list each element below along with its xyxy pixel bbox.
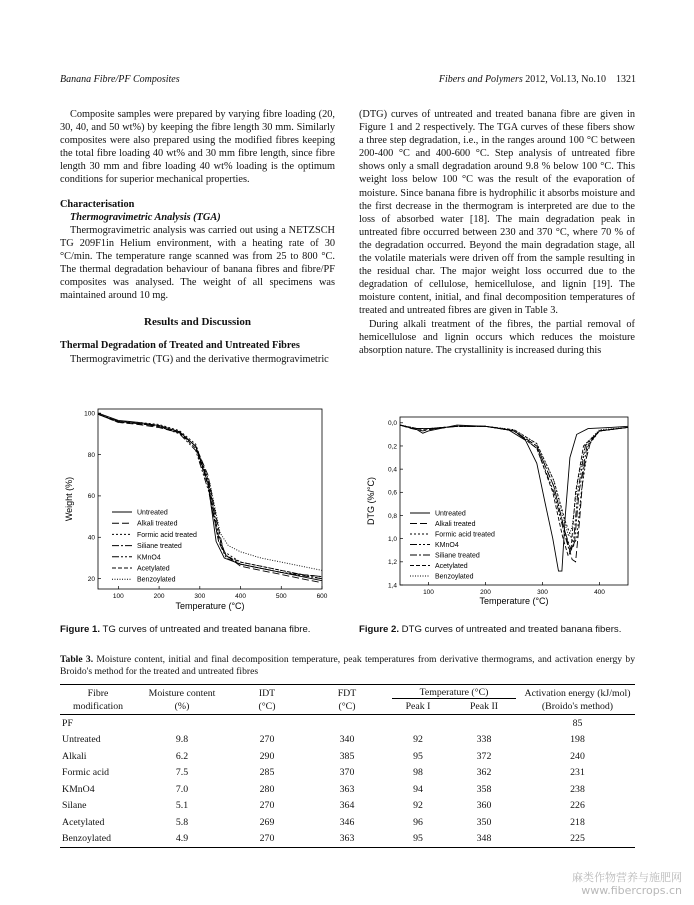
x-tick-label: 100 bbox=[423, 589, 434, 596]
table-cell: 198 bbox=[570, 734, 585, 746]
legend-label: Siliane treated bbox=[137, 543, 182, 551]
table-cell: 270 bbox=[259, 734, 275, 746]
figure-2-svg bbox=[364, 411, 639, 611]
x-tick-label: 300 bbox=[194, 593, 206, 600]
x-tick-label: 400 bbox=[235, 593, 246, 600]
table-cell: 218 bbox=[570, 816, 585, 828]
table-cell: 92 bbox=[413, 800, 423, 812]
table-row bbox=[60, 748, 635, 765]
figure-1-caption-text: TG curves of untreated and treated banana fibre. bbox=[99, 624, 311, 635]
table-cell: 370 bbox=[339, 767, 355, 779]
watermark bbox=[572, 871, 682, 897]
y-tick-label: 40 bbox=[87, 534, 95, 542]
table-cell: Formic acid bbox=[62, 767, 110, 779]
paragraph: Thermogravimetric (TG) and the derivative thermogravimetric bbox=[70, 353, 329, 365]
table-cell: 4.9 bbox=[136, 831, 228, 848]
table-cell: 338 bbox=[476, 734, 492, 746]
x-axis-label: Temperature (°C) bbox=[175, 601, 245, 611]
section-heading-results: Results and Discussion bbox=[144, 316, 251, 329]
table-cell: Silane bbox=[62, 800, 87, 812]
figure-1-svg bbox=[62, 403, 337, 618]
paragraph: Composite samples were prepared by varying fibre loading (20, 30, 40, and 50 wt%) by keeping the fibre length 30 mm. Similarly composites were also prepared using the modified fibres keeping the total fibre loading 40 wt% and 30 mm fibre length, since fibre length 30 mm and fibre loading 40 wt% loading is the optimum conditions for superior mechanical properties. bbox=[60, 109, 335, 186]
table-cell: 290 bbox=[259, 750, 275, 762]
table-header-row bbox=[60, 699, 635, 715]
table-cell: 92 bbox=[413, 734, 423, 746]
table-row bbox=[60, 715, 635, 732]
table-row bbox=[60, 732, 635, 749]
header-activation: Activation energy (kJ/mol) bbox=[520, 685, 635, 700]
table-cell bbox=[136, 715, 228, 732]
table-cell: 94 bbox=[413, 783, 423, 795]
table-cell: 85 bbox=[572, 717, 583, 729]
legend-label: Formic acid treated bbox=[137, 531, 197, 539]
table-cell: 238 bbox=[570, 783, 585, 795]
table-cell: 346 bbox=[339, 816, 355, 828]
table-cell: 270 bbox=[228, 831, 306, 848]
table-cell: 5.1 bbox=[175, 800, 189, 812]
table-cell: 362 bbox=[476, 767, 492, 779]
legend-label: Untreated bbox=[435, 510, 466, 518]
table-cell: Untreated bbox=[62, 734, 101, 746]
table-cell: PF bbox=[62, 717, 73, 729]
section-heading-characterisation: Characterisation bbox=[60, 198, 135, 210]
table-cell: 96 bbox=[413, 816, 423, 828]
header-peak2: Peak II bbox=[448, 699, 520, 715]
table-3-caption bbox=[60, 654, 635, 679]
figure-2-caption bbox=[359, 624, 621, 635]
table-row bbox=[60, 798, 635, 815]
y-axis-label: Weight (%) bbox=[64, 476, 74, 522]
table-cell: 98 bbox=[413, 767, 423, 779]
header-idt: IDT bbox=[228, 685, 306, 700]
table-3-caption-text: Moisture content, initial and final decomposition temperature, peak temperatures from derivative thermograms, and activation energy by Broido's method for the treated and untreated fibres bbox=[60, 654, 636, 678]
x-tick-label: 200 bbox=[480, 589, 491, 596]
journal-name: Fibers and Polymers bbox=[438, 74, 523, 85]
table-cell bbox=[448, 715, 520, 732]
table-cell: 95 bbox=[413, 750, 423, 762]
table-3-label: Table 3. bbox=[60, 654, 94, 665]
y-tick-label: 20 bbox=[87, 575, 95, 583]
table-cell: 363 bbox=[306, 831, 388, 848]
y-tick-label: 0,2 bbox=[387, 443, 397, 451]
paragraph: During alkali treatment of the fibres, the partial removal of hemicellulose and lignin occurs which reduces the moisture absorption nature. The crystallinity is increased during this bbox=[359, 318, 635, 356]
table-cell: 270 bbox=[259, 800, 275, 812]
x-tick-label: 600 bbox=[316, 593, 328, 600]
header-peak1: Peak I bbox=[388, 699, 448, 715]
table-cell: 358 bbox=[476, 783, 492, 795]
table-cell: 7.5 bbox=[175, 767, 189, 779]
y-axis-label: DTG (%/°C) bbox=[366, 476, 376, 526]
table-cell: Acetylated bbox=[62, 816, 105, 828]
subsection-heading-thermal: Thermal Degradation of Treated and Untreated Fibres bbox=[60, 340, 300, 352]
journal-issue-page: 2012, Vol.13, No.10 1321 bbox=[522, 74, 636, 85]
table-cell: 285 bbox=[259, 767, 275, 779]
legend-label: Benzoylated bbox=[137, 576, 176, 584]
running-header-title: Banana Fibre/PF Composites bbox=[60, 74, 180, 85]
legend-label: Formic acid treated bbox=[435, 531, 495, 539]
table-row bbox=[60, 814, 635, 831]
legend-label: Acetylated bbox=[137, 565, 170, 573]
table-cell: 363 bbox=[339, 783, 355, 795]
paragraph: Thermogravimetric analysis was carried out using a NETZSCH TG 209F1in Helium environment, with a heating rate of 30 °C/min. The temperature range scanned was from 25 to 800 °C. The thermal degradation behaviour of banana fibres and fibre/PF composites was analysed. The weight of all specimens was maintained around 10 mg. bbox=[60, 224, 335, 302]
y-tick-label: 0,6 bbox=[387, 489, 397, 497]
series-line bbox=[400, 425, 628, 536]
legend-label: Untreated bbox=[137, 509, 168, 517]
legend-label: Benzoylated bbox=[435, 573, 474, 581]
table-cell: 9.8 bbox=[175, 734, 189, 746]
header-moisture: Moisture content bbox=[136, 685, 228, 700]
table-cell bbox=[388, 715, 448, 732]
y-tick-label: 0,4 bbox=[387, 466, 397, 474]
left-column bbox=[60, 108, 335, 366]
subsection-heading-tga bbox=[60, 211, 335, 224]
figure-2-caption-text: DTG curves of untreated and treated banana fibers. bbox=[398, 624, 622, 635]
watermark-line-1: 麻类作物营养与施肥网 bbox=[572, 871, 682, 884]
table-cell: 364 bbox=[339, 800, 355, 812]
table-cell: 6.2 bbox=[175, 750, 189, 762]
header-fdt-unit: (°C) bbox=[306, 699, 388, 715]
table-cell: 5.8 bbox=[175, 816, 189, 828]
figure-2-label: Figure 2. bbox=[359, 624, 399, 635]
x-tick-label: 500 bbox=[275, 593, 287, 600]
table-cell: 385 bbox=[339, 750, 355, 762]
header-modification: modification bbox=[60, 699, 136, 715]
x-tick-label: 100 bbox=[112, 593, 124, 600]
figure-2-chart bbox=[364, 411, 639, 611]
table-cell: 360 bbox=[476, 800, 492, 812]
figure-1-chart bbox=[62, 403, 337, 618]
y-tick-label: 100 bbox=[84, 410, 95, 418]
legend-label: Alkali treated bbox=[435, 521, 476, 528]
series-line bbox=[98, 414, 322, 576]
plot-frame bbox=[400, 417, 628, 585]
running-header-journal bbox=[439, 74, 636, 85]
y-tick-label: 0,8 bbox=[387, 512, 397, 520]
x-tick-label: 200 bbox=[153, 593, 165, 600]
series-line bbox=[400, 425, 628, 571]
table-row bbox=[60, 781, 635, 798]
header-temperature-text: Temperature (°C) bbox=[392, 687, 516, 699]
table-cell: 269 bbox=[259, 816, 275, 828]
table-cell: 7.0 bbox=[175, 783, 189, 795]
table-3 bbox=[60, 684, 635, 848]
table-cell: 372 bbox=[476, 750, 492, 762]
figure-1-caption bbox=[60, 624, 310, 635]
figure-1-label: Figure 1. bbox=[60, 624, 100, 635]
header-temperature bbox=[388, 685, 520, 700]
table-cell: Alkali bbox=[62, 750, 87, 762]
subsection-heading-tga-text: Thermogravimetric Analysis (TGA) bbox=[70, 211, 221, 223]
x-tick-label: 400 bbox=[594, 589, 605, 596]
legend-label: KMnO4 bbox=[137, 554, 161, 562]
table-cell: 231 bbox=[570, 767, 585, 779]
y-tick-label: 80 bbox=[87, 451, 95, 459]
table-cell: KMnO4 bbox=[62, 783, 95, 795]
table-cell bbox=[306, 715, 388, 732]
table-cell: 226 bbox=[570, 800, 585, 812]
table-header-row bbox=[60, 685, 635, 700]
x-axis-label: Temperature (°C) bbox=[479, 596, 549, 606]
paragraph: (DTG) curves of untreated and treated banana fibre are given in Figure 1 and 2 respectively. The TGA curves of these fibers show a three step degradation, i.e., in the ranges around 100 °C between 200-400 °C and 400-600 °C. Step analysis of untreated fibre shows only a small degradation around 9.8 % below 100 °C. This weight loss below 100 °C was the result of the evaporation of moisture. Since banana fibre is hydrophilic it absorbs moisture and the first decrease in the thermogram is interpreted are due to the loss of absorbed water [18]. The main degradation peak in untreated fibre occurred between 230 and 370 °C, where 70 % of the degradation occurred. Beyond the main degradation stage, all the volatile materials were driven off from the sample resulting in the residual char. The major weight loss occurred due to the degradation of cellulose, hemicellulose, and lignin [19]. The moisture content, initial, and final decomposition temperatures of treated and untreated fibres are given in Table 3. bbox=[359, 109, 635, 317]
watermark-line-2: www.fibercrops.cn bbox=[581, 884, 682, 897]
table-cell: 225 bbox=[520, 831, 635, 848]
header-idt-unit: (°C) bbox=[228, 699, 306, 715]
header-fdt: FDT bbox=[306, 685, 388, 700]
table-cell: 95 bbox=[388, 831, 448, 848]
y-tick-label: 1,2 bbox=[387, 559, 397, 567]
table-cell: 240 bbox=[570, 750, 585, 762]
legend-label: Alkali treated bbox=[137, 520, 178, 528]
y-tick-label: 1,0 bbox=[387, 535, 397, 543]
legend-label: KMnO4 bbox=[435, 542, 459, 549]
table-cell: 280 bbox=[259, 783, 275, 795]
right-column bbox=[359, 108, 635, 357]
table-cell: 340 bbox=[339, 734, 355, 746]
y-tick-label: 1,4 bbox=[387, 582, 397, 590]
table-row bbox=[60, 765, 635, 782]
table-cell: 350 bbox=[476, 816, 492, 828]
y-tick-label: 60 bbox=[87, 493, 95, 501]
table-row bbox=[60, 831, 635, 848]
header-activation-unit: (Broido's method) bbox=[520, 699, 635, 715]
legend-label: Siliane treated bbox=[435, 552, 480, 560]
header-fibre: Fibre bbox=[60, 685, 136, 700]
legend-label: Acetylated bbox=[435, 563, 468, 570]
table-cell: Benzoylated bbox=[60, 831, 136, 848]
table-cell bbox=[228, 715, 306, 732]
table-cell: 348 bbox=[448, 831, 520, 848]
header-moisture-unit: (%) bbox=[136, 699, 228, 715]
y-tick-label: 0,0 bbox=[387, 420, 397, 428]
x-tick-label: 300 bbox=[537, 589, 548, 596]
